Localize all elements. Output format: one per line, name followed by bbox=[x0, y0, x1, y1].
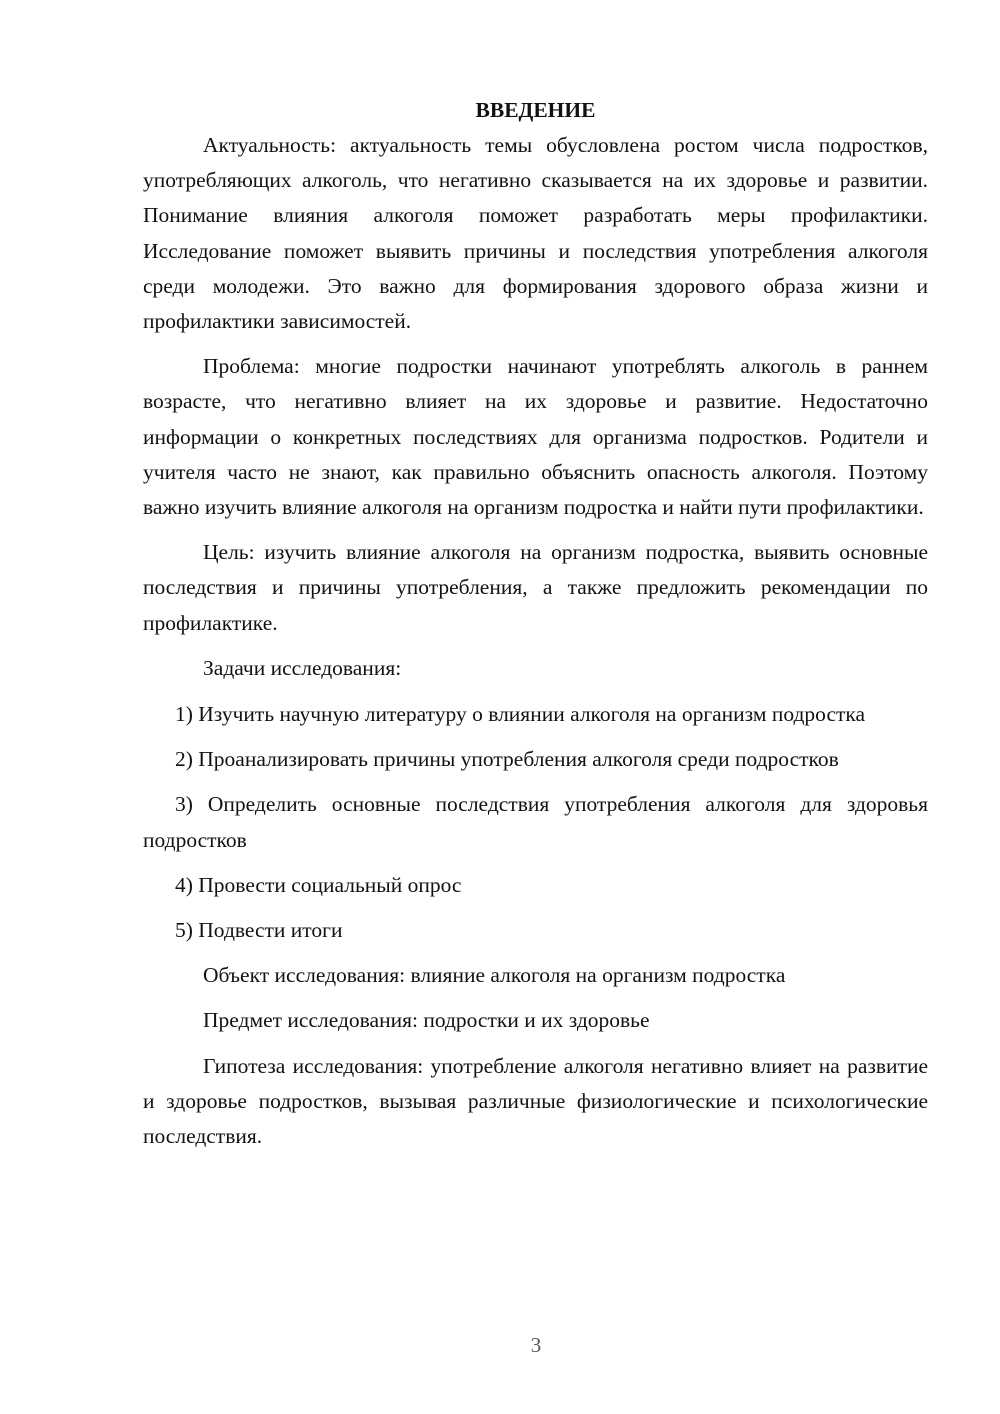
relevance-paragraph: Актуальность: актуальность темы обусловлена ростом числа подростков, употребляющих алкоголь, что негативно сказывается на их здоровье и развитии. Понимание влияния алкоголя поможет разработать меры профилактики. Исследование поможет выявить причины и последствия употребления алкоголя среди молодежи. Это важно для формирования здорового образа жизни и профилактики зависимостей. bbox=[143, 133, 928, 334]
task-item-5: 5) Подвести итоги bbox=[175, 918, 343, 943]
task-item-4: 4) Провести социальный опрос bbox=[175, 872, 462, 897]
document-page bbox=[143, 94, 928, 1164]
task-item-3: 3) Определить основные последствия употребления алкоголя для здоровья подростков bbox=[143, 792, 928, 852]
task-item-2: 2) Проанализировать причины употребления алкоголя среди подростков bbox=[175, 747, 839, 772]
subject-line: Предмет исследования: подростки и их здоровье bbox=[203, 1008, 650, 1033]
task-item-1: 1) Изучить научную литературу о влиянии алкоголя на организм подростка bbox=[175, 702, 866, 727]
goal-paragraph: Цель: изучить влияние алкоголя на организм подростка, выявить основные последствия и причины употребления, а также предложить рекомендации по профилактике. bbox=[143, 540, 928, 635]
problem-paragraph: Проблема: многие подростки начинают употреблять алкоголь в раннем возрасте, что негативно влияет на их здоровье и развитие. Недостаточно информации о конкретных последствиях для организма подростков. Родители и учителя часто не знают, как правильно объяснить опасность алкоголя. Поэтому важно изучить влияние алкоголя на организм подростка и найти пути профилактики. bbox=[143, 354, 928, 520]
object-line: Объект исследования: влияние алкоголя на организм подростка bbox=[203, 963, 786, 988]
page-number: 3 bbox=[530, 1333, 542, 1357]
section-title: ВВЕДЕНИЕ bbox=[475, 98, 596, 122]
tasks-heading: Задачи исследования: bbox=[203, 655, 402, 680]
hypothesis-paragraph: Гипотеза исследования: употребление алкоголя негативно влияет на развитие и здоровье подростков, вызывая различные физиологические и психологические последствия. bbox=[143, 1053, 928, 1149]
